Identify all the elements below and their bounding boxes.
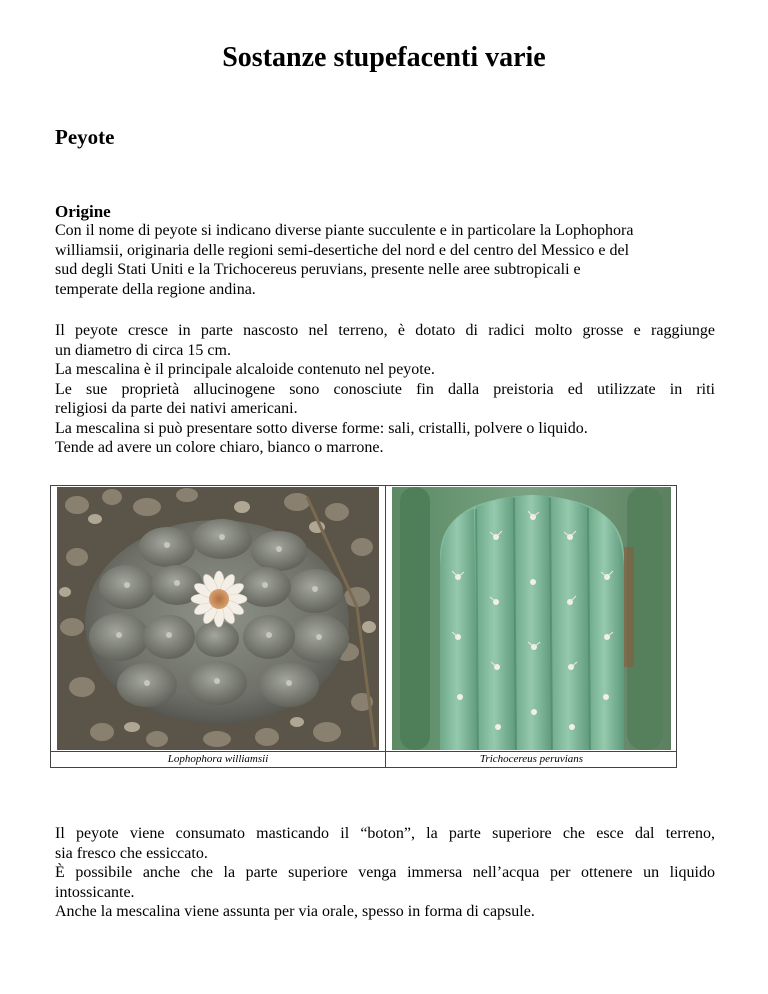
- text-line: La mescalina è il principale alcaloide contenuto nel peyote.: [55, 361, 435, 378]
- text-line: Il peyote cresce in parte nascosto nel terreno, è dotato di radici molto grosse e raggiunge: [55, 322, 715, 339]
- figure-caption-trichocereus: Trichocereus peruvians: [479, 753, 584, 765]
- text-line: intossicante.: [55, 883, 135, 901]
- origin-paragraph: [55, 221, 715, 299]
- text-line: temperate della regione andina.: [55, 280, 256, 298]
- text-line: williamsii, originaria delle regioni semi-desertiche del nord e del centro del Messico e del: [55, 241, 630, 259]
- figure-table: [50, 485, 677, 768]
- text-line: Le sue proprietà allucinogene sono conosciute fin dalla preistoria ed utilizzate in riti: [55, 380, 715, 398]
- caption-divider: [51, 751, 676, 752]
- figure-caption-lophophora: Lophophora williamsii: [167, 753, 269, 765]
- subheading-origine: Origine: [55, 202, 111, 221]
- text-line: sud degli Stati Uniti e la Trichocereus peruvians, presente nelle aree subtropicali e: [55, 261, 581, 278]
- text-line: Con il nome di peyote si indicano diverse piante succulente e in particolare la Lophophora: [55, 222, 634, 239]
- text-line: sia fresco che essiccato.: [55, 844, 208, 862]
- section-title-peyote: Peyote: [55, 125, 115, 149]
- consumption-paragraph: [55, 824, 715, 922]
- text-line: Anche la mescalina viene assunta per via orale, spesso in forma di capsule.: [55, 903, 535, 920]
- description-paragraph: [55, 321, 715, 458]
- text-line: Tende ad avere un colore chiaro, bianco o marrone.: [55, 439, 384, 456]
- text-line: un diametro di circa 15 cm.: [55, 341, 231, 359]
- lophophora-photo: [57, 487, 379, 750]
- text-line: La mescalina si può presentare sotto diverse forme: sali, cristalli, polvere o liquido.: [55, 419, 588, 437]
- text-line: È possibile anche che la parte superiore venga immersa nell’acqua per ottenere un liquido: [55, 864, 715, 881]
- table-divider: [385, 486, 386, 767]
- page-title: Sostanze stupefacenti varie: [222, 42, 546, 73]
- text-line: religiosi da parte dei nativi americani.: [55, 400, 298, 417]
- text-line: Il peyote viene consumato masticando il “boton”, la parte superiore che esce dal terreno,: [55, 825, 715, 842]
- trichocereus-photo: [392, 487, 671, 750]
